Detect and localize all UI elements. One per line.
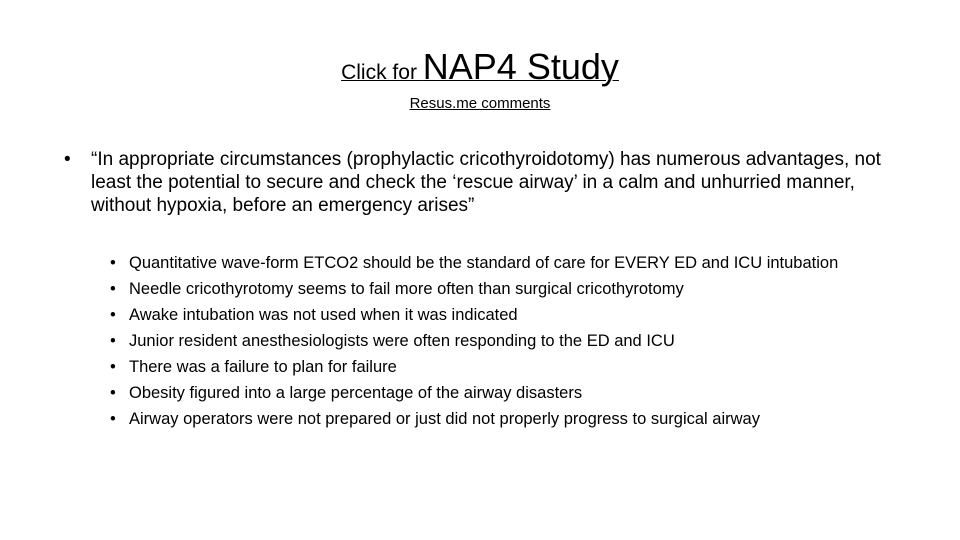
sub-bullet-item: [110, 357, 900, 378]
slide-subtitle: [0, 95, 960, 113]
bullet-marker: •: [110, 384, 116, 402]
sub-bullet-text: Airway operators were not prepared or just did not properly progress to surgical airway: [129, 410, 760, 428]
nap4-study-link[interactable]: [341, 46, 619, 87]
bullet-marker: •: [110, 332, 116, 350]
bullet-marker: •: [110, 280, 116, 298]
sub-bullet-item: [110, 383, 900, 404]
sub-bullet-text: Junior resident anesthesiologists were often responding to the ED and ICU: [129, 332, 675, 350]
title-prefix: Click for: [341, 61, 423, 84]
sub-bullet-text: Obesity figured into a large percentage of the airway disasters: [129, 384, 583, 402]
resus-me-comments-link[interactable]: Resus.me comments: [409, 95, 551, 112]
sub-bullet-item: [110, 409, 900, 430]
title-main: NAP4 Study: [422, 46, 619, 87]
sub-bullet-text: Needle cricothyrotomy seems to fail more often than surgical cricothyrotomy: [129, 280, 684, 298]
sub-bullet-list: [110, 253, 900, 435]
sub-bullet-item: [110, 253, 900, 274]
sub-bullet-item: [110, 331, 900, 352]
sub-bullet-text: Quantitative wave-form ETCO2 should be the standard of care for EVERY ED and ICU intubation: [129, 254, 839, 272]
bullet-marker: •: [110, 306, 116, 324]
sub-bullet-item: [110, 305, 900, 326]
main-bullet-text: “In appropriate circumstances (prophylactic cricothyroidotomy) has numerous advantages, not least the potential to secure and check the ‘rescue airway’ in a calm and unhurried manner, without hypoxia, before an emergency arises”: [91, 149, 881, 216]
sub-bullet-item: [110, 279, 900, 300]
bullet-marker: •: [64, 149, 71, 170]
bullet-marker: •: [110, 254, 116, 272]
bullet-marker: •: [110, 410, 116, 428]
sub-bullet-text: Awake intubation was not used when it was indicated: [129, 306, 518, 324]
slide-title: [0, 46, 960, 88]
main-bullet: [64, 148, 884, 217]
bullet-marker: •: [110, 358, 116, 376]
sub-bullet-text: There was a failure to plan for failure: [129, 358, 397, 376]
